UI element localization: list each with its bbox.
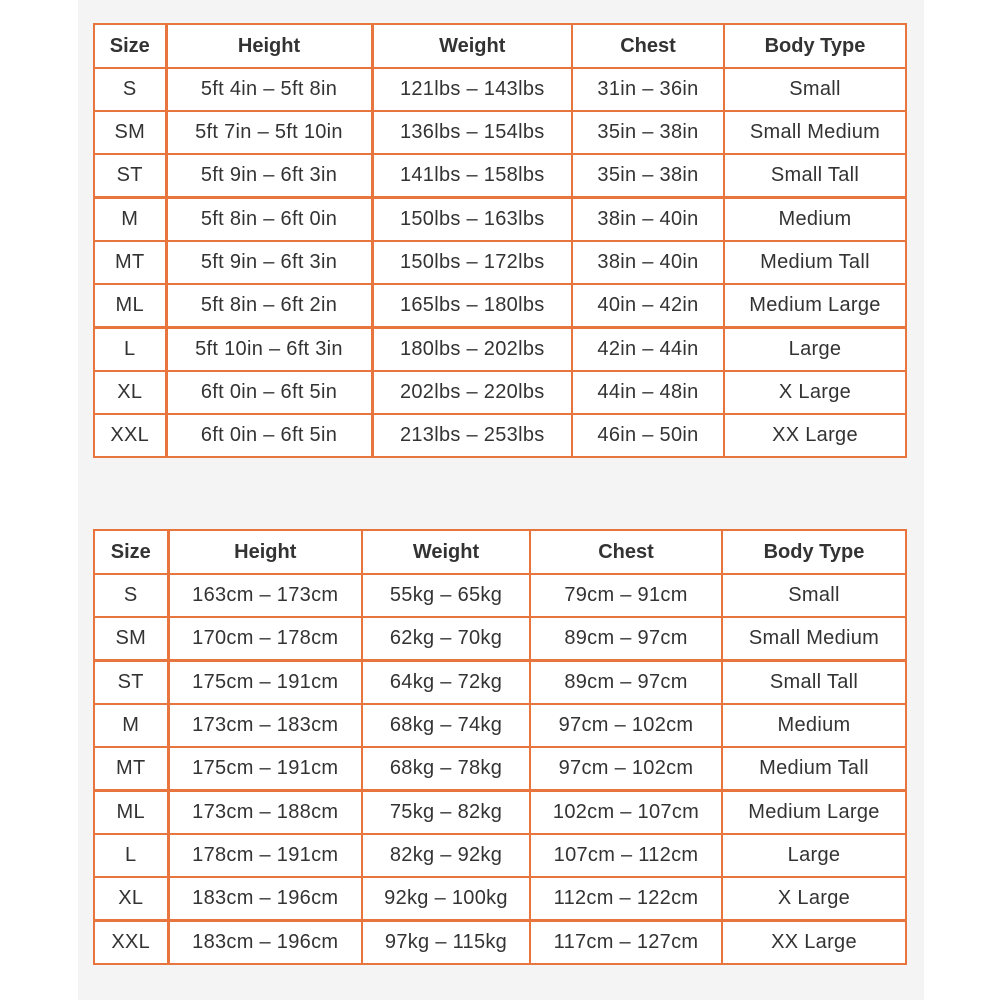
cell-weight: 97kg – 115kg	[362, 921, 530, 965]
cell-body-type: Medium Large	[724, 284, 906, 328]
header-height: Height	[168, 530, 362, 574]
cell-height: 6ft 0in – 6ft 5in	[166, 414, 372, 457]
cell-chest: 117cm – 127cm	[530, 921, 722, 965]
header-weight: Weight	[372, 24, 572, 68]
cell-height: 183cm – 196cm	[168, 921, 362, 965]
cell-chest: 79cm – 91cm	[530, 574, 722, 617]
header-size: Size	[94, 24, 166, 68]
cell-height: 5ft 8in – 6ft 2in	[166, 284, 372, 328]
table-row	[94, 791, 906, 835]
cell-weight: 136lbs – 154lbs	[372, 111, 572, 154]
cell-weight: 82kg – 92kg	[362, 834, 530, 877]
cell-weight: 92kg – 100kg	[362, 877, 530, 921]
cell-body-type: X Large	[722, 877, 906, 921]
cell-height: 5ft 9in – 6ft 3in	[166, 154, 372, 198]
cell-chest: 97cm – 102cm	[530, 704, 722, 747]
cell-chest: 102cm – 107cm	[530, 791, 722, 835]
cell-weight: 55kg – 65kg	[362, 574, 530, 617]
cell-body-type: Medium Large	[722, 791, 906, 835]
cell-weight: 68kg – 74kg	[362, 704, 530, 747]
table-row	[94, 111, 906, 154]
table-row	[94, 921, 906, 965]
table-row	[94, 414, 906, 457]
cell-height: 173cm – 183cm	[168, 704, 362, 747]
header-row	[94, 24, 906, 68]
header-body-type: Body Type	[722, 530, 906, 574]
cell-weight: 213lbs – 253lbs	[372, 414, 572, 457]
header-chest: Chest	[530, 530, 722, 574]
table-row	[94, 328, 906, 372]
cell-weight: 64kg – 72kg	[362, 661, 530, 705]
cell-body-type: Medium Tall	[724, 241, 906, 284]
cell-chest: 38in – 40in	[572, 241, 724, 284]
header-weight: Weight	[362, 530, 530, 574]
cell-chest: 42in – 44in	[572, 328, 724, 372]
cell-height: 5ft 8in – 6ft 0in	[166, 198, 372, 242]
cell-size: XL	[94, 877, 168, 921]
cell-height: 175cm – 191cm	[168, 747, 362, 791]
cell-chest: 89cm – 97cm	[530, 617, 722, 661]
table-row	[94, 241, 906, 284]
cell-body-type: Medium	[722, 704, 906, 747]
table-row	[94, 371, 906, 414]
cell-height: 173cm – 188cm	[168, 791, 362, 835]
table-row	[94, 834, 906, 877]
table-row	[94, 704, 906, 747]
cell-chest: 40in – 42in	[572, 284, 724, 328]
cell-body-type: Small Tall	[722, 661, 906, 705]
cell-size: L	[94, 834, 168, 877]
cell-height: 170cm – 178cm	[168, 617, 362, 661]
cell-weight: 202lbs – 220lbs	[372, 371, 572, 414]
cell-weight: 62kg – 70kg	[362, 617, 530, 661]
cell-weight: 165lbs – 180lbs	[372, 284, 572, 328]
cell-height: 6ft 0in – 6ft 5in	[166, 371, 372, 414]
cell-body-type: Medium Tall	[722, 747, 906, 791]
table-row	[94, 68, 906, 111]
table-row	[94, 617, 906, 661]
cell-height: 5ft 7in – 5ft 10in	[166, 111, 372, 154]
cell-height: 178cm – 191cm	[168, 834, 362, 877]
cell-size: MT	[94, 747, 168, 791]
table-row	[94, 154, 906, 198]
header-chest: Chest	[572, 24, 724, 68]
cell-body-type: Small Tall	[724, 154, 906, 198]
cell-size: XXL	[94, 921, 168, 965]
table-row	[94, 877, 906, 921]
cell-weight: 121lbs – 143lbs	[372, 68, 572, 111]
table-row	[94, 198, 906, 242]
cell-size: SM	[94, 111, 166, 154]
cell-size: ST	[94, 661, 168, 705]
cell-body-type: X Large	[724, 371, 906, 414]
cell-body-type: Small Medium	[722, 617, 906, 661]
cell-chest: 89cm – 97cm	[530, 661, 722, 705]
cell-weight: 141lbs – 158lbs	[372, 154, 572, 198]
size-chart-metric	[93, 529, 907, 965]
cell-size: ML	[94, 791, 168, 835]
cell-body-type: Small	[722, 574, 906, 617]
cell-chest: 35in – 38in	[572, 111, 724, 154]
cell-weight: 75kg – 82kg	[362, 791, 530, 835]
table-row	[94, 574, 906, 617]
cell-body-type: Medium	[724, 198, 906, 242]
cell-height: 5ft 10in – 6ft 3in	[166, 328, 372, 372]
cell-chest: 31in – 36in	[572, 68, 724, 111]
cell-body-type: Large	[722, 834, 906, 877]
cell-body-type: Small	[724, 68, 906, 111]
cell-body-type: XX Large	[724, 414, 906, 457]
cell-height: 5ft 4in – 5ft 8in	[166, 68, 372, 111]
cell-weight: 150lbs – 163lbs	[372, 198, 572, 242]
cell-size: MT	[94, 241, 166, 284]
cell-weight: 180lbs – 202lbs	[372, 328, 572, 372]
cell-chest: 44in – 48in	[572, 371, 724, 414]
cell-size: S	[94, 574, 168, 617]
cell-size: L	[94, 328, 166, 372]
cell-weight: 68kg – 78kg	[362, 747, 530, 791]
cell-height: 175cm – 191cm	[168, 661, 362, 705]
cell-size: M	[94, 704, 168, 747]
header-body-type: Body Type	[724, 24, 906, 68]
header-size: Size	[94, 530, 168, 574]
cell-body-type: XX Large	[722, 921, 906, 965]
cell-weight: 150lbs – 172lbs	[372, 241, 572, 284]
cell-size: S	[94, 68, 166, 111]
table-row	[94, 284, 906, 328]
header-height: Height	[166, 24, 372, 68]
cell-chest: 112cm – 122cm	[530, 877, 722, 921]
cell-size: SM	[94, 617, 168, 661]
cell-chest: 107cm – 112cm	[530, 834, 722, 877]
cell-size: ST	[94, 154, 166, 198]
cell-size: M	[94, 198, 166, 242]
table-row	[94, 747, 906, 791]
cell-size: XXL	[94, 414, 166, 457]
cell-chest: 38in – 40in	[572, 198, 724, 242]
cell-height: 183cm – 196cm	[168, 877, 362, 921]
cell-chest: 46in – 50in	[572, 414, 724, 457]
cell-chest: 35in – 38in	[572, 154, 724, 198]
table-row	[94, 661, 906, 705]
cell-height: 163cm – 173cm	[168, 574, 362, 617]
header-row	[94, 530, 906, 574]
cell-chest: 97cm – 102cm	[530, 747, 722, 791]
cell-body-type: Large	[724, 328, 906, 372]
cell-size: XL	[94, 371, 166, 414]
cell-size: ML	[94, 284, 166, 328]
size-chart-imperial	[93, 23, 907, 458]
cell-height: 5ft 9in – 6ft 3in	[166, 241, 372, 284]
cell-body-type: Small Medium	[724, 111, 906, 154]
